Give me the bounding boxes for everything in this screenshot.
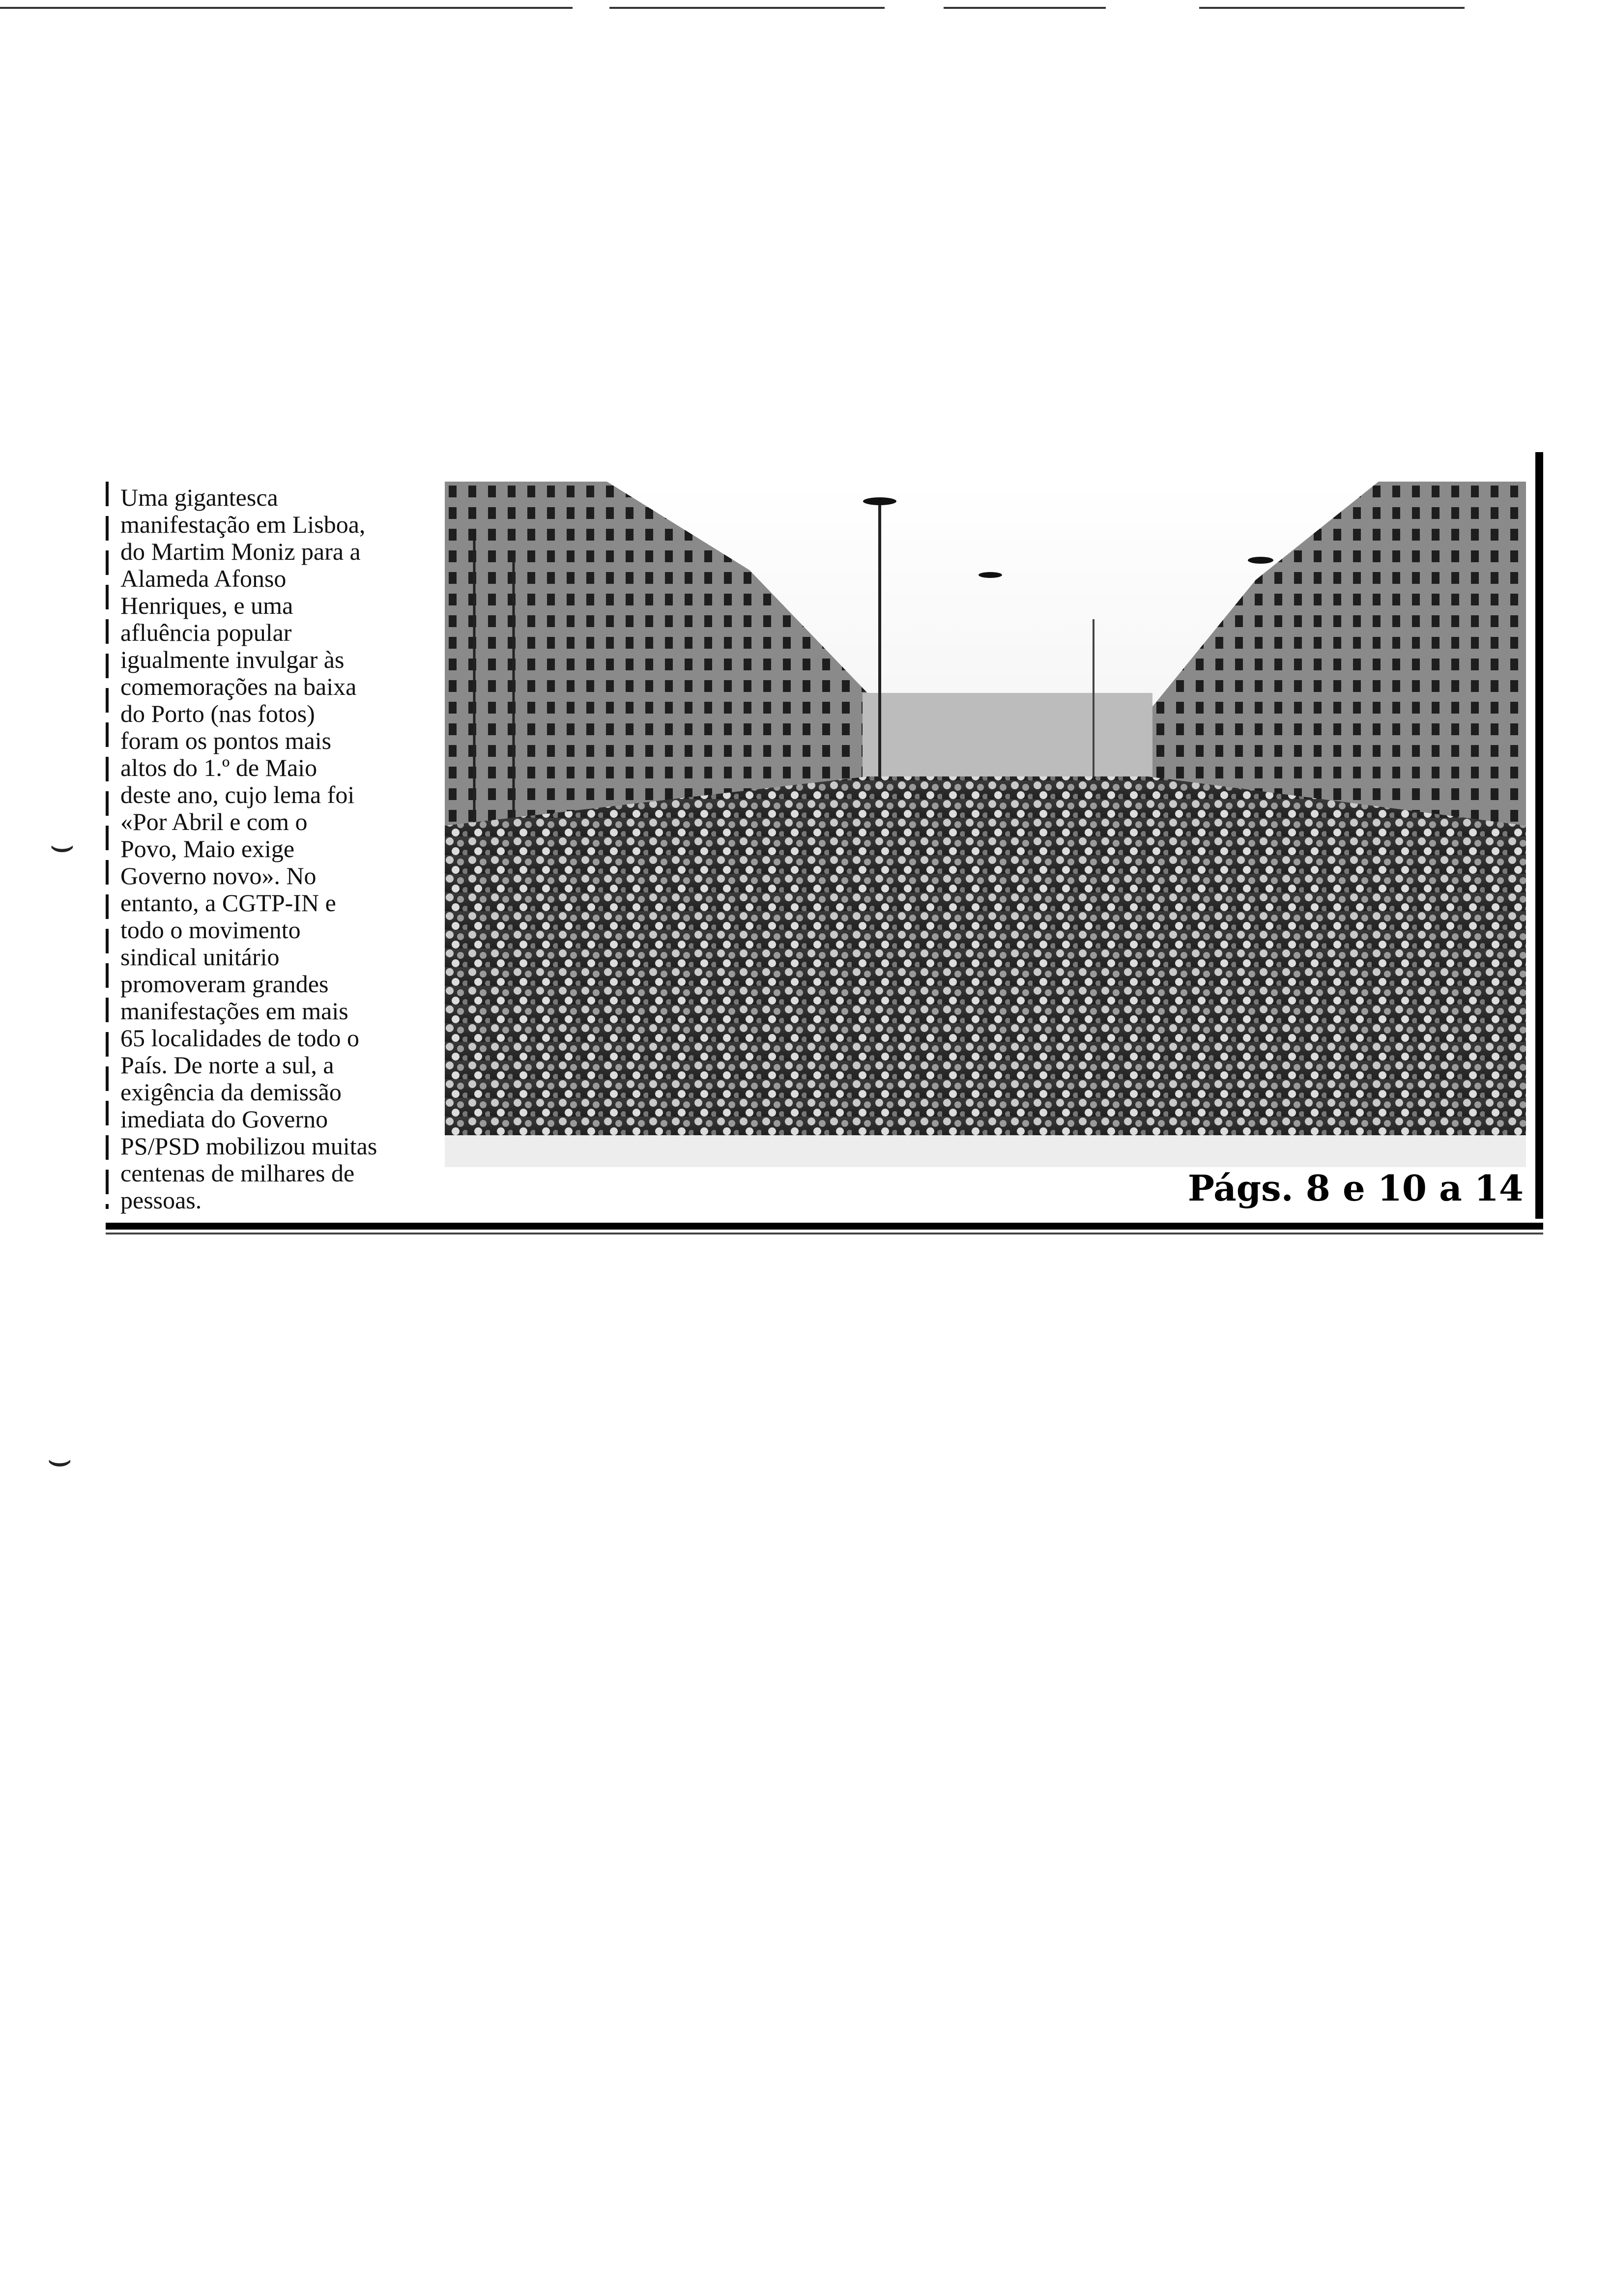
clipping-bottom-rule <box>106 1223 1543 1230</box>
margin-mark: ⌣ <box>47 1438 73 1481</box>
caption-line: foram os pontos mais <box>120 727 332 754</box>
caption-line: 65 localidades de todo o <box>120 1024 359 1052</box>
caption-line: País. De norte a sul, a <box>120 1051 334 1079</box>
caption-line: todo o movimento <box>120 916 301 944</box>
top-rule-2 <box>609 7 885 9</box>
caption-line: Governo novo». No <box>120 862 317 890</box>
caption-line: Alameda Afonso <box>120 565 287 592</box>
caption-line: «Por Abril e com o <box>120 808 308 835</box>
caption-line: centenas de milhares de <box>120 1159 355 1187</box>
clipping-left-rule <box>106 482 109 1209</box>
caption-line: afluência popular <box>120 619 292 646</box>
crowd-photo <box>445 482 1526 1167</box>
caption-line: deste ano, cujo lema foi <box>120 781 355 808</box>
caption-line: do Martim Moniz para a <box>120 538 361 565</box>
caption-line: comemorações na baixa <box>120 673 357 700</box>
caption-line: PS/PSD mobilizou muitas <box>120 1132 377 1160</box>
caption-line: Povo, Maio exige <box>120 835 295 862</box>
caption-line: do Porto (nas fotos) <box>120 700 315 727</box>
caption-line: entanto, a CGTP-IN e <box>120 889 336 917</box>
top-rule-1 <box>0 7 573 9</box>
caption-line: exigência da demissão <box>120 1078 342 1106</box>
caption-line: sindical unitário <box>120 943 280 971</box>
photo-caption <box>120 484 435 1214</box>
page-reference: Págs. 8 e 10 a 14 <box>1187 1167 1524 1209</box>
caption-line: pessoas. <box>120 1186 202 1214</box>
caption-line: Uma gigantesca <box>120 484 278 511</box>
clipping-right-rule <box>1535 452 1543 1219</box>
caption-line: altos do 1.º de Maio <box>120 754 317 781</box>
top-rule-3 <box>944 7 1106 9</box>
caption-line: manifestações em mais <box>120 997 348 1025</box>
caption-line: manifestação em Lisboa, <box>120 511 366 538</box>
caption-line: promoveram grandes <box>120 970 329 998</box>
caption-line: imediata do Governo <box>120 1105 328 1133</box>
newspaper-clipping <box>106 452 1543 1253</box>
margin-mark: ⌣ <box>49 824 75 867</box>
top-rule-4 <box>1199 7 1465 9</box>
caption-line: igualmente invulgar às <box>120 646 345 673</box>
caption-line: Henriques, e uma <box>120 592 293 619</box>
